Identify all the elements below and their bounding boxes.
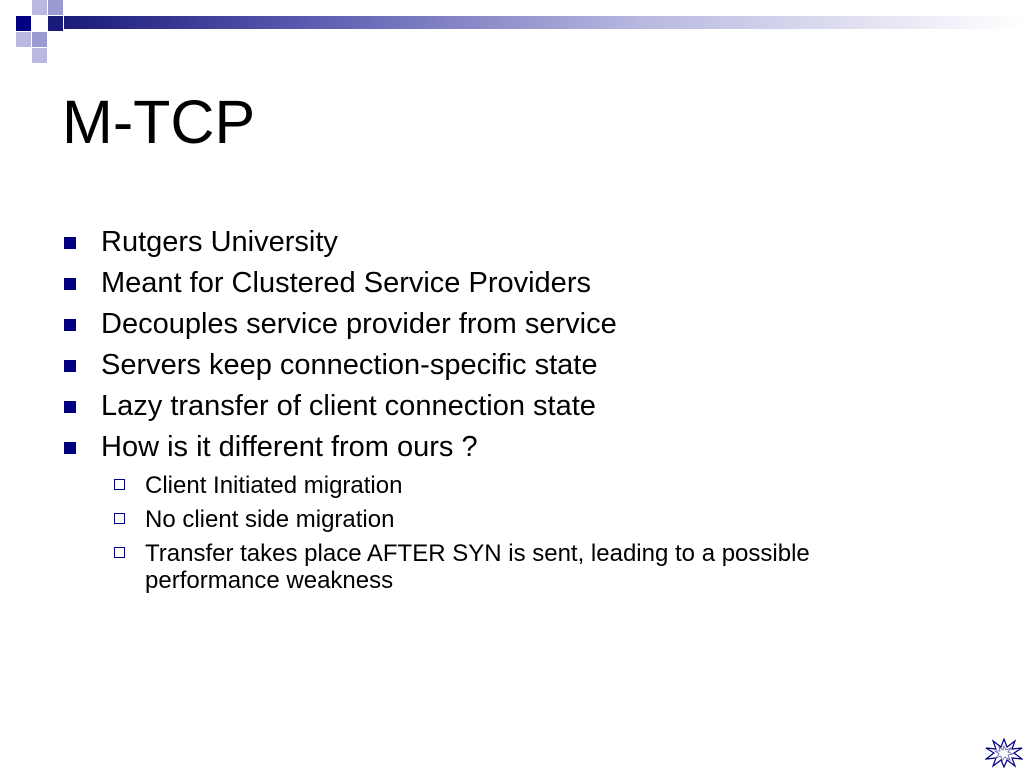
sub-bullet-text: No client side migration [145,506,395,533]
sub-bullet-item [0,540,1024,594]
sub-bullet-item [0,472,1024,499]
sub-bullet-text: Transfer takes place AFTER SYN is sent, leading to a possible performance weakness [145,540,810,594]
bullet-item [0,222,1024,263]
header-gradient-bar [64,16,1024,29]
filled-square-icon [64,237,76,249]
bullet-item [0,345,1024,386]
header-square-icon [16,32,31,47]
bullet-item [0,386,1024,427]
filled-square-icon [64,319,76,331]
header-square-icon [32,0,47,15]
filled-square-icon [64,278,76,290]
sub-bullet-text: Client Initiated migration [145,472,403,499]
bullet-item [0,304,1024,345]
slide-title: M-TCP [62,88,256,156]
bullet-text: Servers keep connection-specific state [101,349,598,381]
filled-square-icon [64,401,76,413]
filled-square-icon [64,442,76,454]
header-square-icon [32,48,47,63]
bullet-text: Rutgers University [101,226,338,258]
starburst-icon [985,738,1023,768]
filled-square-icon [64,360,76,372]
hollow-square-icon [114,547,125,558]
bullet-text: Meant for Clustered Service Providers [101,267,591,299]
sub-bullet-item [0,506,1024,533]
bullet-text: Lazy transfer of client connection state [101,390,596,422]
bullet-list [0,222,1024,594]
header-square-icon [16,16,31,31]
header-decoration [0,0,1024,70]
bullet-item [0,263,1024,304]
hollow-square-icon [114,513,125,524]
bullet-text: How is it different from ours ? [101,431,478,463]
header-square-icon [48,16,63,31]
bullet-text: Decouples service provider from service [101,308,617,340]
hollow-square-icon [114,479,125,490]
header-square-icon [32,16,47,31]
header-square-icon [48,0,63,15]
bullet-item [0,427,1024,468]
header-square-icon [32,32,47,47]
